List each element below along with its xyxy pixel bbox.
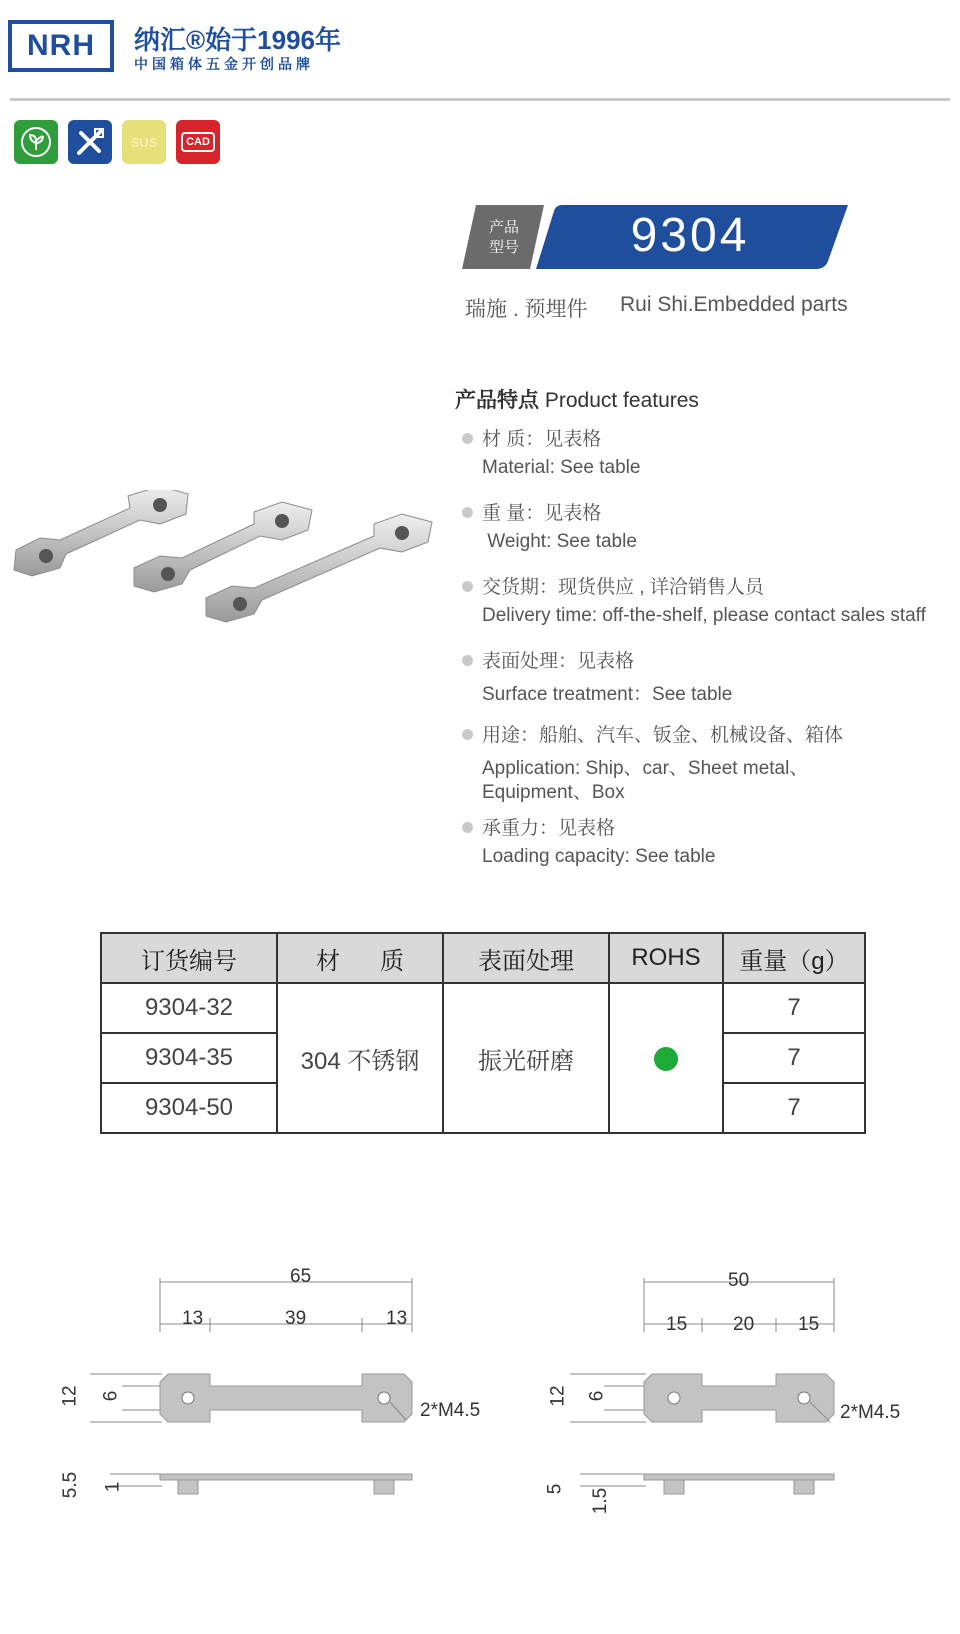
feature-surface-en: Surface treatment：See table — [482, 684, 733, 705]
dim-right-side-total: 5 — [544, 1483, 566, 1495]
col-header-rohs: ROHS — [609, 933, 723, 983]
cell-code: 9304-35 — [101, 1033, 277, 1083]
brand-name: 纳汇®始于1996年 — [134, 25, 341, 55]
model-tag-line: 型号 — [488, 239, 519, 256]
eco-leaf-icon — [14, 120, 58, 164]
tools-icon — [68, 120, 112, 164]
feature-surface-cn: 表面处理：见表格 — [482, 651, 635, 672]
table-header-row — [101, 933, 865, 983]
bullet-icon — [462, 433, 473, 444]
sus-badge-label: SUS — [130, 134, 158, 150]
dim-right-inner-height: 6 — [586, 1390, 608, 1402]
feature-weight-en: Weight: See table — [482, 531, 637, 552]
cell-code: 9304-32 — [101, 983, 277, 1033]
col-header-weight: 重量（g） — [723, 933, 865, 983]
dim-right-side-plate: 1.5 — [590, 1487, 612, 1515]
bullet-icon — [462, 822, 473, 833]
dim-left-inner-height: 6 — [100, 1390, 122, 1402]
cell-material: 304 不锈钢 — [277, 983, 443, 1133]
cad-badge-label: CAD — [181, 132, 215, 152]
feature-material-cn: 材 质：见表格 — [482, 429, 602, 450]
dim-left-side-total: 5.5 — [60, 1471, 82, 1499]
dim-left-seg-1: 13 — [182, 1308, 204, 1329]
product-name-en: Rui Shi.Embedded parts — [620, 293, 848, 316]
dim-right-hole: 2*M4.5 — [840, 1402, 901, 1423]
feature-delivery-cn: 交货期：现货供应 , 详洽销售人员 — [482, 577, 764, 598]
cad-badge-icon — [176, 120, 220, 164]
bullet-icon — [462, 655, 473, 666]
feature-application-cn: 用途：船舶、汽车、钣金、机械设备、箱体 — [482, 725, 844, 746]
col-header-surface: 表面处理 — [443, 933, 609, 983]
dim-left-seg-2: 39 — [285, 1308, 307, 1329]
product-photo — [10, 490, 450, 650]
model-number: 9304 — [630, 209, 750, 262]
feature-application-en-line2: Equipment、Box — [482, 782, 625, 803]
table-row — [101, 983, 865, 1033]
feature-weight-cn: 重 量：见表格 — [482, 503, 602, 524]
brand-logo — [8, 20, 114, 72]
dim-right-overall: 50 — [728, 1270, 750, 1291]
dim-left-hole: 2*M4.5 — [420, 1400, 481, 1421]
drawing-left — [50, 1250, 490, 1510]
feature-delivery-en: Delivery time: off-the-shelf, please contact sales staff — [482, 605, 926, 626]
dim-left-seg-3: 13 — [386, 1308, 408, 1329]
col-header-material: 材 质 — [277, 933, 443, 983]
features-title-en: Product features — [544, 389, 699, 412]
drawing-right — [540, 1250, 870, 1510]
dim-right-seg-2: 20 — [733, 1314, 755, 1335]
cell-surface: 振光研磨 — [443, 983, 609, 1133]
feature-application-en: Application: Ship、car、Sheet metal、 — [482, 758, 809, 779]
cell-code: 9304-50 — [101, 1083, 277, 1133]
feature-material-en: Material: See table — [482, 457, 641, 478]
feature-loading-en: Loading capacity: See table — [482, 846, 716, 867]
dim-right-seg-1: 15 — [666, 1314, 688, 1335]
bullet-icon — [462, 507, 473, 518]
header-divider — [10, 98, 950, 101]
dim-left-height: 12 — [59, 1385, 81, 1407]
cell-rohs — [609, 983, 723, 1133]
dim-left-overall: 65 — [290, 1266, 312, 1287]
sus-badge-icon — [122, 120, 166, 164]
rohs-compliant-icon — [654, 1047, 678, 1071]
dim-right-seg-3: 15 — [798, 1314, 820, 1335]
logo-text: NRH — [27, 29, 95, 62]
brand-slogan: 中国箱体五金开创品牌 — [134, 56, 314, 72]
model-tag-line: 产品 — [488, 219, 519, 236]
product-name-cn: 瑞施 . 预埋件 — [465, 298, 588, 321]
model-tag-label — [484, 218, 524, 258]
cell-weight: 7 — [723, 983, 865, 1033]
col-header-code: 订货编号 — [101, 933, 277, 983]
cell-weight: 7 — [723, 1033, 865, 1083]
cell-weight: 7 — [723, 1083, 865, 1133]
features-title-cn: 产品特点 — [455, 389, 539, 412]
dim-right-height: 12 — [547, 1385, 569, 1407]
bullet-icon — [462, 729, 473, 740]
features-title — [455, 384, 699, 414]
dim-left-side-plate: 1 — [102, 1481, 124, 1493]
feature-loading-cn: 承重力：见表格 — [482, 818, 616, 839]
bullet-icon — [462, 581, 473, 592]
spec-table — [100, 932, 866, 1134]
